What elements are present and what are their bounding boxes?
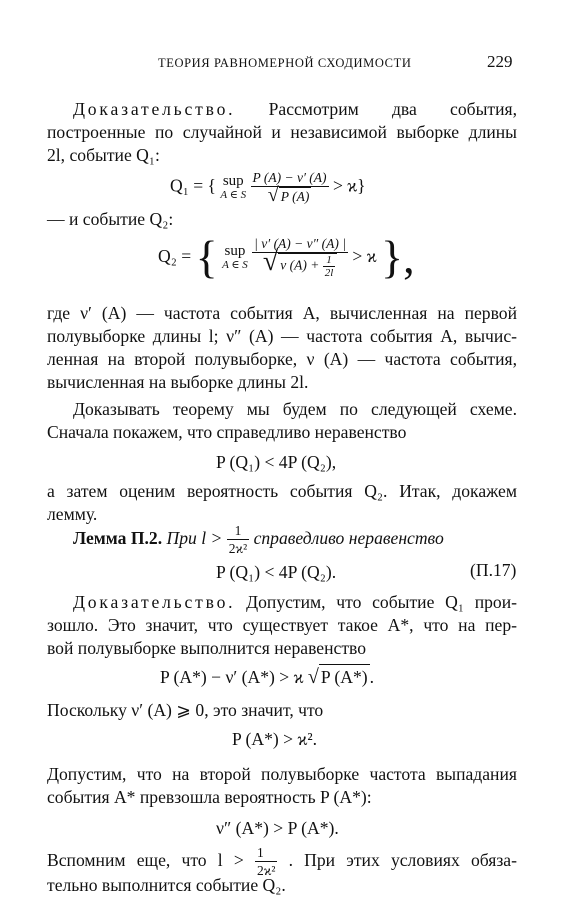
formula-frequency: ν″ (A*) > P (A*). <box>216 818 339 838</box>
fraction-denominator: √ P (A) <box>267 184 310 206</box>
text-line: построенные по случайной и независимой выборке длины <box>47 122 517 142</box>
lemma-fraction <box>227 523 249 557</box>
formula-rhs: > ϰ} <box>332 175 366 196</box>
proof-line-1 <box>47 97 517 121</box>
text-fragment: Вспомним еще, что l > <box>47 850 244 870</box>
fraction-numerator: | ν′ (A) − ν″ (A) | <box>254 236 346 251</box>
text-line: где ν′ (A) — частота события A, вычисленная на первой <box>47 303 517 323</box>
text-line: события A* превзошла вероятность P (A*): <box>47 787 372 807</box>
inner-denominator: 2l <box>324 267 334 280</box>
page-header <box>0 52 579 74</box>
text-line: — и событие Q₂: <box>47 209 174 229</box>
fraction-denominator: 2ϰ² <box>228 540 248 556</box>
formula-lhs: P (A*) − ν′ (A*) > ϰ <box>160 667 304 687</box>
open-brace: { <box>195 231 218 283</box>
text-line: Сначала покажем, что справедливо неравенство <box>47 422 407 442</box>
text-line: ленная на второй полувыборке, ν (A) — частота события, <box>47 349 517 369</box>
fraction <box>251 170 329 205</box>
formula-p17: P (Q₁) < 4P (Q₂). <box>216 562 337 582</box>
sqrt-content: P (A*) <box>319 664 370 689</box>
formula-end: . <box>369 667 375 687</box>
fraction-numerator: 1 <box>255 845 277 862</box>
fraction-numerator: 1 <box>227 523 249 540</box>
text-line: вычисленная на выборке длины 2l. <box>47 372 309 392</box>
formula-inequality: P (Q₁) < 4P (Q₂), <box>216 452 337 472</box>
formula-q2 <box>158 231 415 283</box>
formula-lhs: Q₁ = { <box>170 175 217 196</box>
den-main: ν (A) + <box>280 258 320 273</box>
text-line: Допустим, что на второй полувыборке частота выпадания <box>47 764 517 784</box>
sqrt-icon: √ <box>307 666 319 688</box>
text-line: 2l, событие Q₁: <box>47 145 160 165</box>
text-line: вой полувыборке выполнится неравенство <box>47 638 367 658</box>
proof-heading: Доказательство. <box>73 592 236 612</box>
text-line: полувыборке длины l; ν″ (A) — частота события A, вычис- <box>47 326 517 346</box>
lemma-text: При l > <box>166 528 223 548</box>
lemma-statement <box>47 521 517 557</box>
formula-p-bound: P (A*) > ϰ². <box>232 729 317 749</box>
proof-text: Допустим, что событие Q₁ прои- <box>246 592 517 612</box>
lemma-text: справедливо неравенство <box>253 528 444 548</box>
fraction <box>252 236 348 279</box>
text-line: лемму. <box>47 504 98 524</box>
sup-operator <box>220 174 246 202</box>
fraction-denominator: 2ϰ² <box>257 862 276 878</box>
sup-subscript: A ∈ S <box>222 258 248 271</box>
sqrt-content <box>278 253 337 279</box>
text-line: Доказывать теорему мы будем по следующей схеме. <box>73 399 517 419</box>
proof-heading: Доказательство. <box>73 99 236 119</box>
sqrt-content: P (A) <box>280 189 310 204</box>
close-brace: }, <box>380 231 415 283</box>
running-title: ТЕОРИЯ РАВНОМЕРНОЙ СХОДИМОСТИ <box>158 56 412 70</box>
sup-operator <box>222 244 248 272</box>
formula-condition <box>160 664 374 689</box>
text-fragment: . При этих условиях обяза- <box>288 850 517 870</box>
fraction-denominator: √ ν (A) + $\frac{1}{2l}$ <box>252 253 348 279</box>
sup-label: sup <box>224 242 246 259</box>
formula-rhs: > ϰ <box>352 245 377 266</box>
sup-subscript: A ∈ S <box>220 188 247 201</box>
equation-tag: (П.17) <box>470 560 517 580</box>
proof-line-2 <box>47 590 517 614</box>
text-line: тельно выполнится событие Q₂. <box>47 875 286 895</box>
proof-text: Рассмотрим два события, <box>268 99 517 119</box>
inner-fraction <box>323 254 336 279</box>
lemma-title: Лемма П.2. <box>73 528 163 548</box>
text-line: зошло. Это значит, что существует такое A*, что на пер- <box>47 615 517 635</box>
text-line: Поскольку ν′ (A) ⩾ 0, это значит, что <box>47 700 324 720</box>
inner-numerator: 1 <box>323 254 336 267</box>
formula-lhs: Q₂ = <box>158 245 192 266</box>
formula-q1 <box>170 170 366 205</box>
text-line: а затем оценим вероятность события Q₂. Итак, докажем <box>47 481 517 501</box>
fraction-numerator: P (A) − ν′ (A) <box>252 170 327 185</box>
sup-label: sup <box>222 172 244 189</box>
page-number: 229 <box>487 52 513 71</box>
